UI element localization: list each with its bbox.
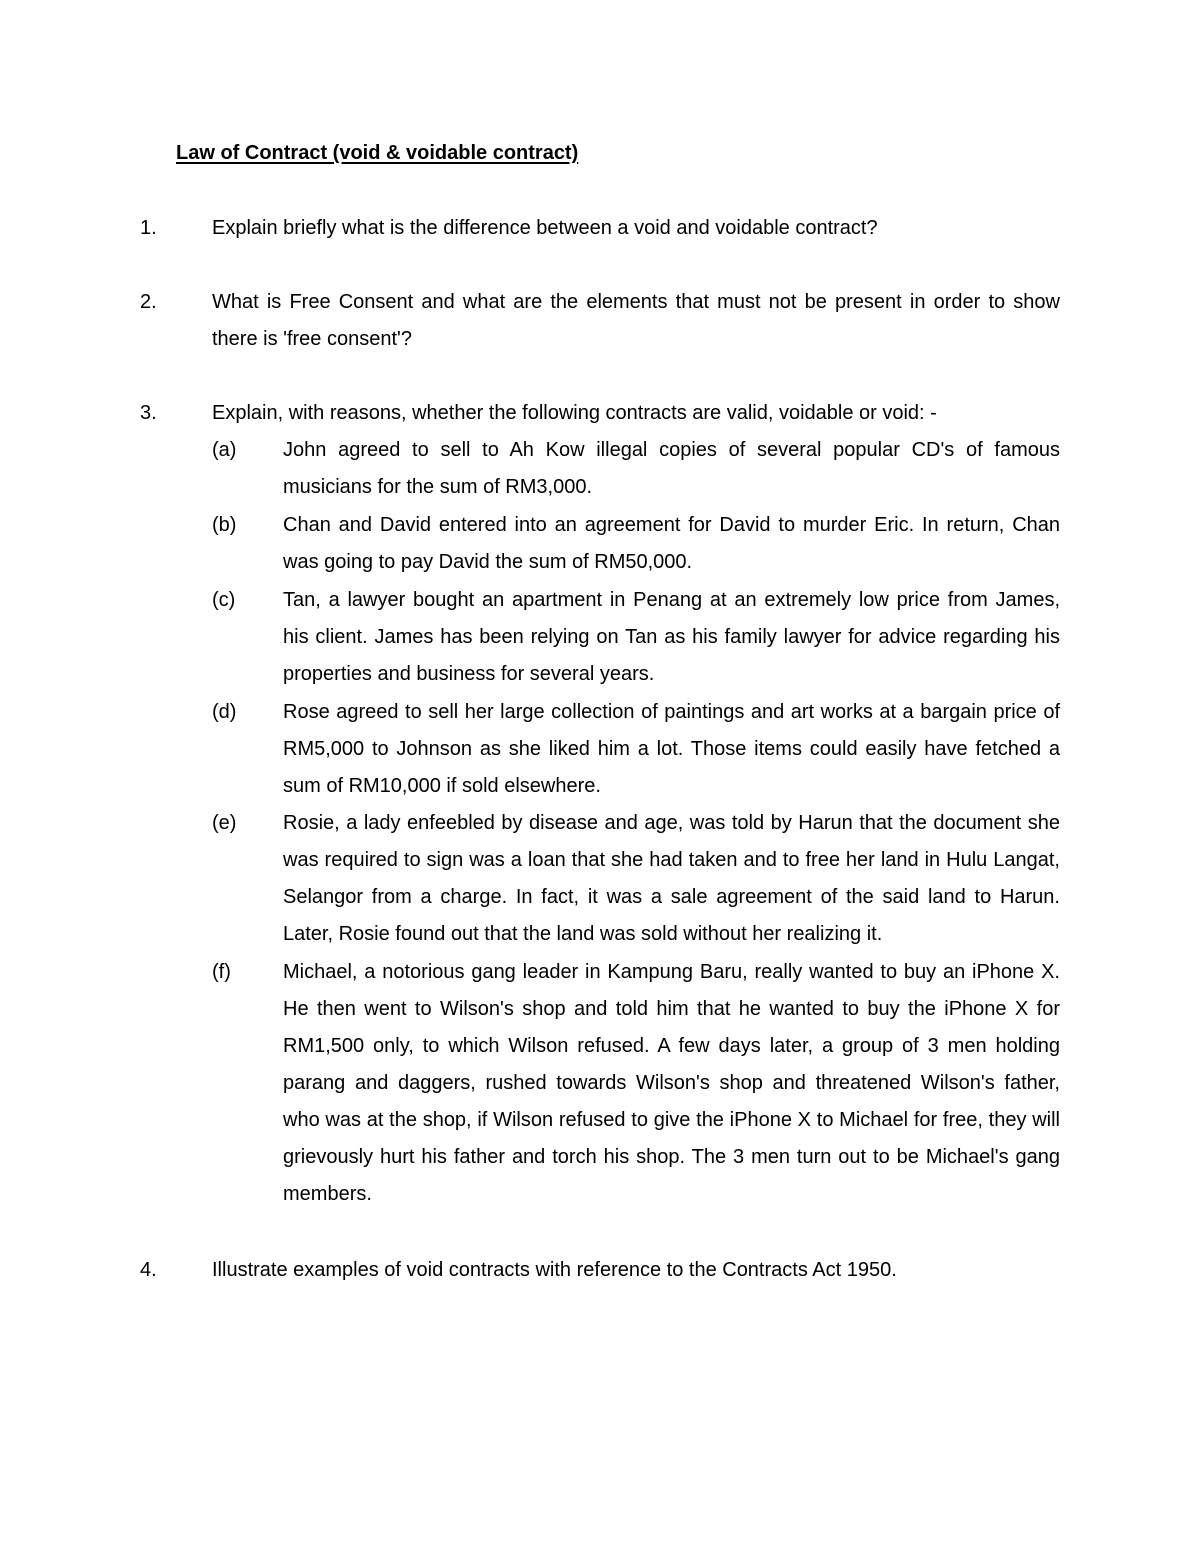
question-text: Illustrate examples of void contracts with reference to the Contracts Act 1950. — [212, 1259, 897, 1281]
part-letter: (e) — [212, 812, 237, 834]
part-letter: (f) — [212, 961, 231, 983]
part-text: John agreed to sell to Ah Kow illegal copies of several popular CD's of famous musicians for the sum of RM3,000. — [283, 439, 1060, 498]
question-number: 3. — [140, 402, 157, 424]
part-letter: (d) — [212, 701, 237, 723]
question-text: Explain briefly what is the difference between a void and voidable contract? — [212, 217, 878, 239]
question-2 — [140, 284, 1060, 358]
part-letter: (a) — [212, 439, 237, 461]
question-text: Explain, with reasons, whether the following contracts are valid, voidable or void: - — [212, 402, 937, 424]
question-text: What is Free Consent and what are the elements that must not be present in order to show there is 'free consent'? — [212, 291, 1060, 350]
part-text: Tan, a lawyer bought an apartment in Penang at an extremely low price from James, his client. James has been relying on Tan as his family lawyer for advice regarding his properties and business for several years. — [283, 589, 1060, 685]
question-3-part-a — [212, 432, 1060, 506]
part-letter: (c) — [212, 589, 236, 611]
question-4 — [140, 1252, 1060, 1289]
document-title: Law of Contract (void & voidable contract) — [176, 142, 579, 164]
part-letter: (b) — [212, 514, 237, 536]
question-number: 1. — [140, 217, 157, 239]
question-number: 2. — [140, 291, 157, 313]
question-3-part-c — [212, 582, 1060, 693]
part-text: Rosie, a lady enfeebled by disease and age, was told by Harun that the document she was required to sign was a loan that she had taken and to free her land in Hulu Langat, Selangor from a charge. In fact, it was a sale agreement of the said land to Harun. Later, Rosie found out that the land was sold without her realizing it. — [283, 812, 1060, 945]
part-text: Michael, a notorious gang leader in Kampung Baru, really wanted to buy an iPhone X. He then went to Wilson's shop and told him that he wanted to buy the iPhone X for RM1,500 only, to which Wilson refused. A few days later, a group of 3 men holding parang and daggers, rushed towards Wilson's shop and threatened Wilson's father, who was at the shop, if Wilson refused to give the iPhone X to Michael for free, they will grievously hurt his father and torch his shop. The 3 men turn out to be Michael's gang members. — [283, 961, 1060, 1205]
part-text: Chan and David entered into an agreement for David to murder Eric. In return, Chan was going to pay David the sum of RM50,000. — [283, 514, 1060, 573]
question-3-part-b — [212, 507, 1060, 581]
part-text: Rose agreed to sell her large collection of paintings and art works at a bargain price of RM5,000 to Johnson as she liked him a lot. Those items could easily have fetched a sum of RM10,000 if sold elsewhere. — [283, 701, 1060, 797]
question-number: 4. — [140, 1259, 157, 1281]
question-3 — [140, 395, 1060, 432]
question-3-part-d — [212, 694, 1060, 805]
question-3-part-e — [212, 805, 1060, 953]
question-3-part-f — [212, 954, 1060, 1213]
question-1 — [140, 210, 1060, 247]
